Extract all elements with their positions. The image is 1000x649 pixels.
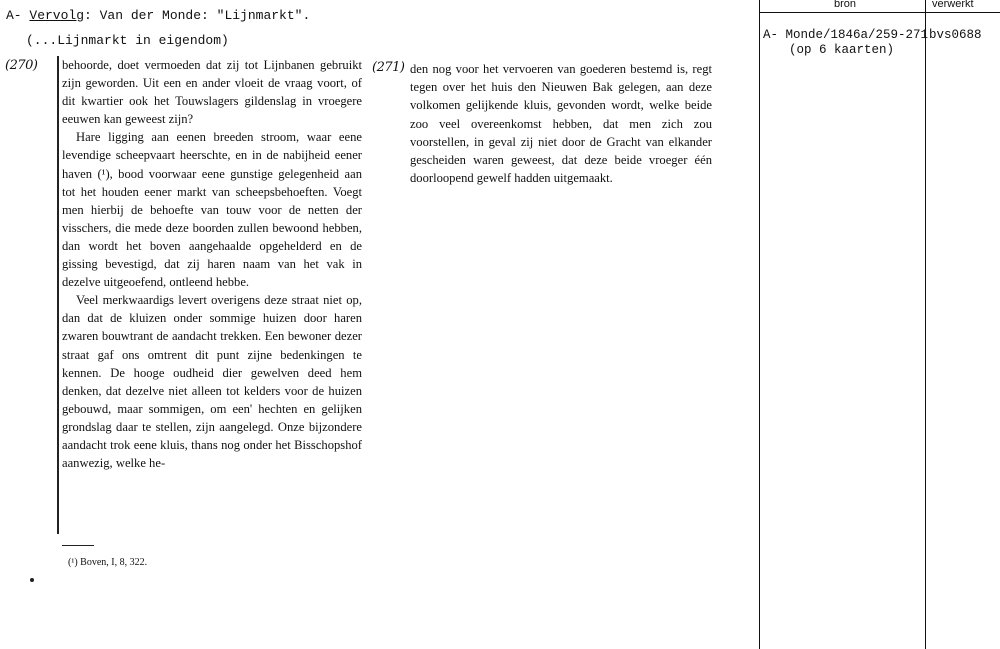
text-column-left (62, 56, 362, 472)
page-number-right: (271) (372, 60, 405, 75)
heading-prefix: A- (6, 8, 30, 23)
table-left-border (759, 0, 760, 649)
document-heading (6, 8, 310, 23)
heading-title: : Van der Monde: "Lijnmarkt". (84, 8, 311, 23)
table-header-row (759, 0, 1000, 13)
document-subtitle: (...Lijnmarkt in eigendom) (26, 33, 229, 48)
paragraph-3: Veel merkwaardigs levert overigens deze straat niet op, dan dat de kluizen onder sommige huizen door haren zwaren bouwtrant de aandacht trekken. Een bewoner dezer straat gaf ons omtrent dit punt zijne bedenkingen te kennen. De hooge oudheid dier gewelven deed hem denken, dat dezelve niet alleen tot kelders voor de huizen gebouwd, maar sommigen, om een' hechten en gelijken grondslag daar te stellen, zijn aangelegd. Onze bijzondere aandacht trok eene kluis, thans nog onder het Bisschopshof aanwezig, welke he- (62, 293, 362, 471)
header-bron: bron (834, 0, 857, 10)
footnote: (¹) Boven, I, 8, 322. (68, 557, 148, 568)
bullet-mark (30, 578, 34, 582)
paragraph-continued: den nog voor het vervoeren van goederen bestemd is, regt tegen over het huis den Nieuwen Bak gelegen, aan deze volkomen gelijkende kluis, gevonden wordt, welke beide zoo veel overeenkomst hebben, dat men zich zou voorstellen, in geval zij niet door de Gracht van elkander gescheiden waren geweest, dat deze beide vroeger één doorloopend gewelf hadden uitgemaakt. (410, 62, 712, 186)
heading-vervolg: Vervolg (29, 8, 85, 23)
bron-note: (op 6 kaarten) (789, 43, 895, 57)
verwerkt-value: bvs0688 (929, 28, 982, 42)
bron-value: A- Monde/1846a/259-271 (763, 28, 929, 42)
paragraph-2: Hare ligging aan eenen breeden stroom, waar eene levendige scheepvaart heerschte, en in de nabijheid eener haven (¹), bood voorwaar eene gunstige gelegenheid aan tot het houden eener markt van scheepsbehoeften. Voegt men hierbij de behoefte van touw voor de netten der visschers, die mede deze boorden zullen bewoond hebben, dan wordt het boven aangehaalde opgehelderd en de gissing bevestigd, dat zij haren naam van het vak in dezelve uitgeoefend, ontleend hebbe. (62, 130, 362, 290)
page-number-left: (270) (5, 58, 38, 73)
reference-table (759, 0, 1000, 649)
table-column-divider (925, 0, 926, 649)
paragraph-1: behoorde, doet vermoeden dat zij tot Lijnbanen gebruikt zijn geworden. Uit een en ander vloeit de vraag voort, of dit kwartier ook het Touwslagers gildenslag in vroegere eeuwen kan geweest zijn? (62, 58, 362, 127)
header-verwerkt: verwerkt (932, 0, 974, 10)
margin-line (57, 56, 59, 534)
text-column-right (410, 60, 712, 187)
footnote-rule (62, 545, 94, 546)
